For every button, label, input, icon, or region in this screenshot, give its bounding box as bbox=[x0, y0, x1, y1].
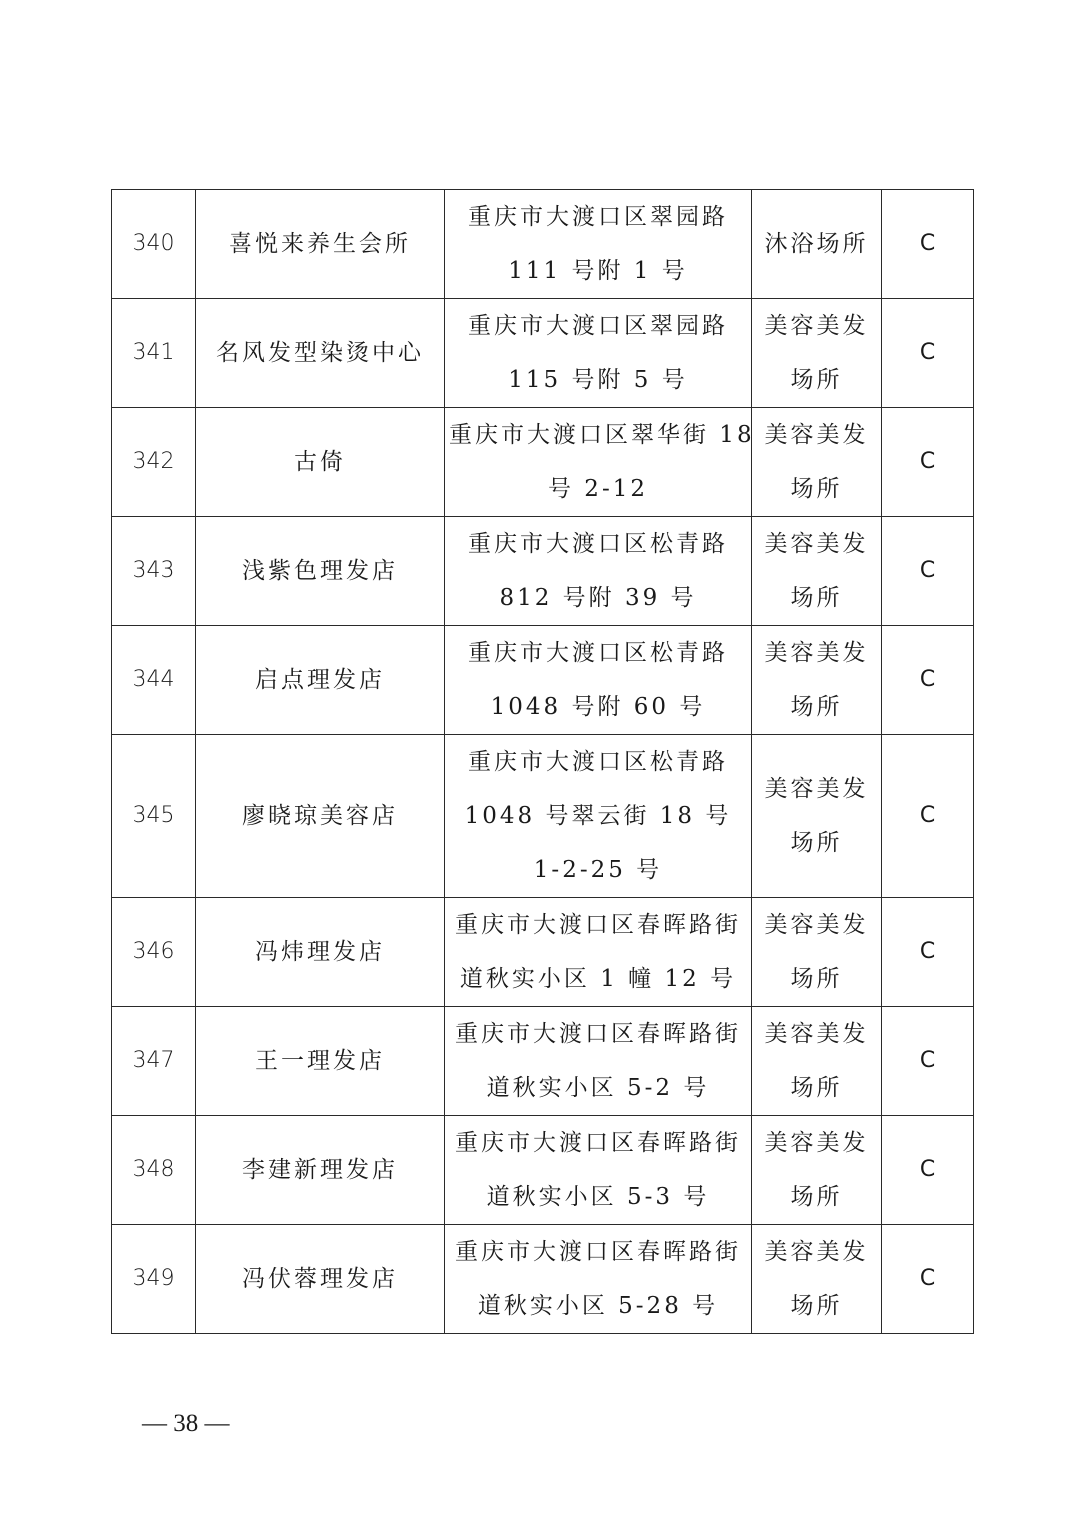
cell-line: 重庆市大渡口区翠园路 bbox=[468, 313, 728, 339]
name-cell: 喜悦来养生会所 bbox=[196, 190, 445, 299]
grade-cell: C bbox=[882, 1225, 974, 1334]
cell-line: 重庆市大渡口区翠华街 18 bbox=[449, 422, 755, 448]
table-row bbox=[112, 1116, 974, 1225]
type-cell bbox=[752, 626, 882, 735]
name-cell: 李建新理发店 bbox=[196, 1116, 445, 1225]
type-cell bbox=[752, 190, 882, 299]
address-cell bbox=[445, 626, 752, 735]
establishments-table bbox=[111, 189, 974, 1334]
grade-cell: C bbox=[882, 1116, 974, 1225]
cell-line: 重庆市大渡口区春晖路街 bbox=[455, 1021, 741, 1047]
address-cell bbox=[445, 1007, 752, 1116]
type-cell bbox=[752, 1225, 882, 1334]
address-cell bbox=[445, 735, 752, 898]
row-number-cell: 343 bbox=[112, 517, 196, 626]
table-row bbox=[112, 517, 974, 626]
grade-cell: C bbox=[882, 898, 974, 1007]
cell-line: 道秋实小区 5-28 号 bbox=[477, 1293, 719, 1319]
type-cell bbox=[752, 1007, 882, 1116]
cell-line: 美容美发 bbox=[764, 313, 869, 339]
cell-line: 美容美发 bbox=[764, 531, 869, 557]
address-cell bbox=[445, 408, 755, 517]
type-cell bbox=[752, 299, 882, 408]
grade-cell: C bbox=[882, 299, 974, 408]
address-cell bbox=[445, 1116, 752, 1225]
address-cell bbox=[445, 299, 752, 408]
name-cell: 浅紫色理发店 bbox=[196, 517, 445, 626]
cell-line: 重庆市大渡口区翠园路 bbox=[468, 204, 728, 230]
table-row bbox=[112, 408, 974, 517]
row-number-cell: 344 bbox=[112, 626, 196, 735]
grade-cell: C bbox=[882, 735, 974, 898]
name-cell: 冯炜理发店 bbox=[196, 898, 445, 1007]
cell-line: 1-2-25 号 bbox=[533, 857, 663, 883]
table-row bbox=[112, 1225, 974, 1334]
cell-line: 美容美发 bbox=[764, 640, 869, 666]
grade-cell: C bbox=[882, 190, 974, 299]
row-number-cell: 346 bbox=[112, 898, 196, 1007]
table-row bbox=[112, 190, 974, 299]
cell-line: 场所 bbox=[790, 367, 843, 393]
address-cell bbox=[445, 517, 752, 626]
name-cell: 冯伏蓉理发店 bbox=[196, 1225, 445, 1334]
cell-line: 美容美发 bbox=[764, 1130, 869, 1156]
type-cell bbox=[752, 1116, 882, 1225]
type-cell bbox=[752, 408, 882, 517]
name-cell: 王一理发店 bbox=[196, 1007, 445, 1116]
row-number-cell: 340 bbox=[112, 190, 196, 299]
row-number-cell: 342 bbox=[112, 408, 196, 517]
grade-cell: C bbox=[882, 1007, 974, 1116]
cell-line: 美容美发 bbox=[764, 422, 869, 448]
address-cell bbox=[445, 190, 752, 299]
row-number-cell: 349 bbox=[112, 1225, 196, 1334]
cell-line: 1048 号翠云街 18 号 bbox=[464, 803, 732, 829]
address-cell bbox=[445, 1225, 752, 1334]
cell-line: 111 号附 1 号 bbox=[508, 258, 688, 284]
name-cell: 启点理发店 bbox=[196, 626, 445, 735]
cell-line: 沐浴场所 bbox=[764, 231, 869, 257]
table-body bbox=[112, 190, 974, 1334]
page-number: — 38 — bbox=[142, 1410, 230, 1437]
cell-line: 重庆市大渡口区松青路 bbox=[468, 531, 728, 557]
name-cell: 古倚 bbox=[196, 408, 445, 517]
cell-line: 812 号附 39 号 bbox=[499, 585, 697, 611]
name-cell: 名风发型染烫中心 bbox=[196, 299, 445, 408]
cell-line: 道秋实小区 5-2 号 bbox=[486, 1075, 710, 1101]
grade-cell: C bbox=[882, 408, 974, 517]
table-row bbox=[112, 735, 974, 898]
cell-line: 1048 号附 60 号 bbox=[490, 694, 706, 720]
cell-line: 美容美发 bbox=[764, 1239, 869, 1265]
grade-cell: C bbox=[882, 626, 974, 735]
cell-line: 重庆市大渡口区春晖路街 bbox=[455, 1239, 741, 1265]
cell-line: 美容美发 bbox=[764, 776, 869, 802]
cell-line: 道秋实小区 1 幢 12 号 bbox=[459, 966, 737, 992]
row-number-cell: 345 bbox=[112, 735, 196, 898]
cell-line: 美容美发 bbox=[764, 1021, 869, 1047]
cell-line: 场所 bbox=[790, 694, 843, 720]
cell-line: 重庆市大渡口区春晖路街 bbox=[455, 1130, 741, 1156]
cell-line: 场所 bbox=[790, 585, 843, 611]
address-cell bbox=[445, 898, 752, 1007]
cell-line: 场所 bbox=[790, 476, 843, 502]
cell-line: 场所 bbox=[790, 1293, 843, 1319]
cell-line: 场所 bbox=[790, 1075, 843, 1101]
cell-line: 场所 bbox=[790, 1184, 843, 1210]
cell-line: 场所 bbox=[790, 830, 843, 856]
cell-line: 场所 bbox=[790, 966, 843, 992]
cell-line: 美容美发 bbox=[764, 912, 869, 938]
cell-line: 重庆市大渡口区松青路 bbox=[468, 640, 728, 666]
table-row bbox=[112, 1007, 974, 1116]
cell-line: 重庆市大渡口区松青路 bbox=[468, 749, 728, 775]
name-cell: 廖晓琼美容店 bbox=[196, 735, 445, 898]
cell-line: 115 号附 5 号 bbox=[508, 367, 688, 393]
table-row bbox=[112, 898, 974, 1007]
type-cell bbox=[752, 735, 882, 898]
row-number-cell: 347 bbox=[112, 1007, 196, 1116]
cell-line: 道秋实小区 5-3 号 bbox=[486, 1184, 710, 1210]
cell-line: 重庆市大渡口区春晖路街 bbox=[455, 912, 741, 938]
type-cell bbox=[752, 517, 882, 626]
cell-line: 号 2-12 bbox=[548, 476, 648, 502]
table-row bbox=[112, 626, 974, 735]
row-number-cell: 341 bbox=[112, 299, 196, 408]
type-cell bbox=[752, 898, 882, 1007]
table-row bbox=[112, 299, 974, 408]
row-number-cell: 348 bbox=[112, 1116, 196, 1225]
grade-cell: C bbox=[882, 517, 974, 626]
